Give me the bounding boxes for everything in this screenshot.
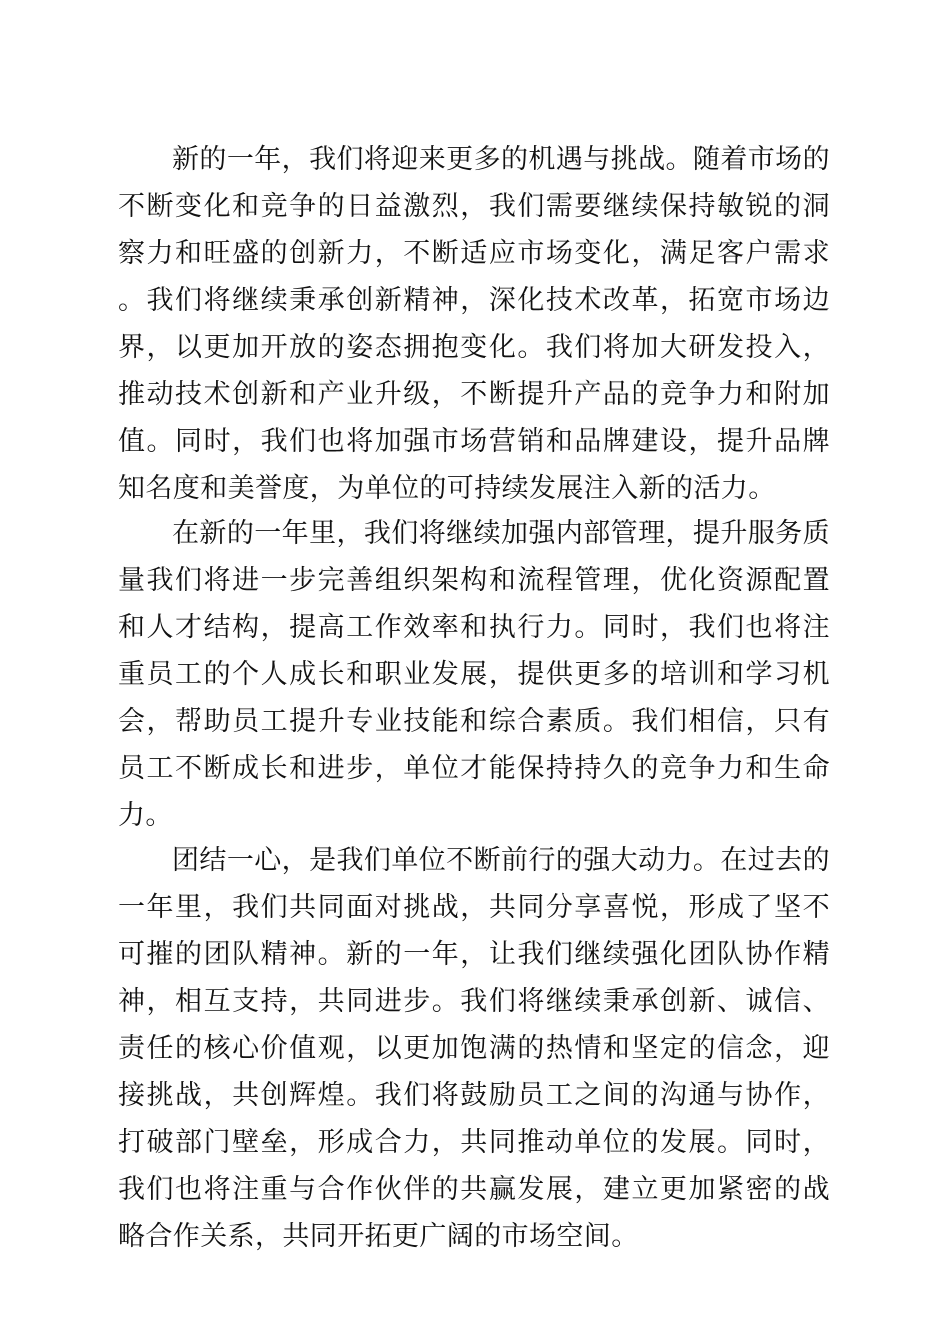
paragraph-2: 在新的一年里，我们将继续加强内部管理，提升服务质量我们将进一步完善组织架构和流程管理，优化资源配置和人才结构，提高工作效率和执行力。同时，我们也将注重员工的个人成长和职业发展，提供更多的培训和学习机会，帮助员工提升专业技能和综合素质。我们相信，只有员工不断成长和进步，单位才能保持持久的竞争力和生命力。 [118, 518, 830, 831]
document-body [118, 136, 830, 1258]
paragraph-3: 团结一心，是我们单位不断前行的强大动力。在过去的一年里，我们共同面对挑战，共同分享喜悦，形成了坚不可摧的团队精神。新的一年，让我们继续强化团队协作精神，相互支持，共同进步。我们将继续秉承创新、诚信、责任的核心价值观，以更加饱满的热情和坚定的信念，迎接挑战，共创辉煌。我们将鼓励员工之间的沟通与协作，打破部门壁垒，形成合力，共同推动单位的发展。同时，我们也将注重与合作伙伴的共赢发展，建立更加紧密的战略合作关系，共同开拓更广阔的市场空间。 [118, 845, 830, 1252]
paragraph-1: 新的一年，我们将迎来更多的机遇与挑战。随着市场的不断变化和竞争的日益激烈，我们需要继续保持敏锐的洞察力和旺盛的创新力，不断适应市场变化，满足客户需求。我们将继续秉承创新精神，深化技术改革，拓宽市场边界，以更加开放的姿态拥抱变化。我们将加大研发投入，推动技术创新和产业升级，不断提升产品的竞争力和附加值。同时，我们也将加强市场营销和品牌建设，提升品牌知名度和美誉度，为单位的可持续发展注入新的活力。 [118, 144, 830, 504]
